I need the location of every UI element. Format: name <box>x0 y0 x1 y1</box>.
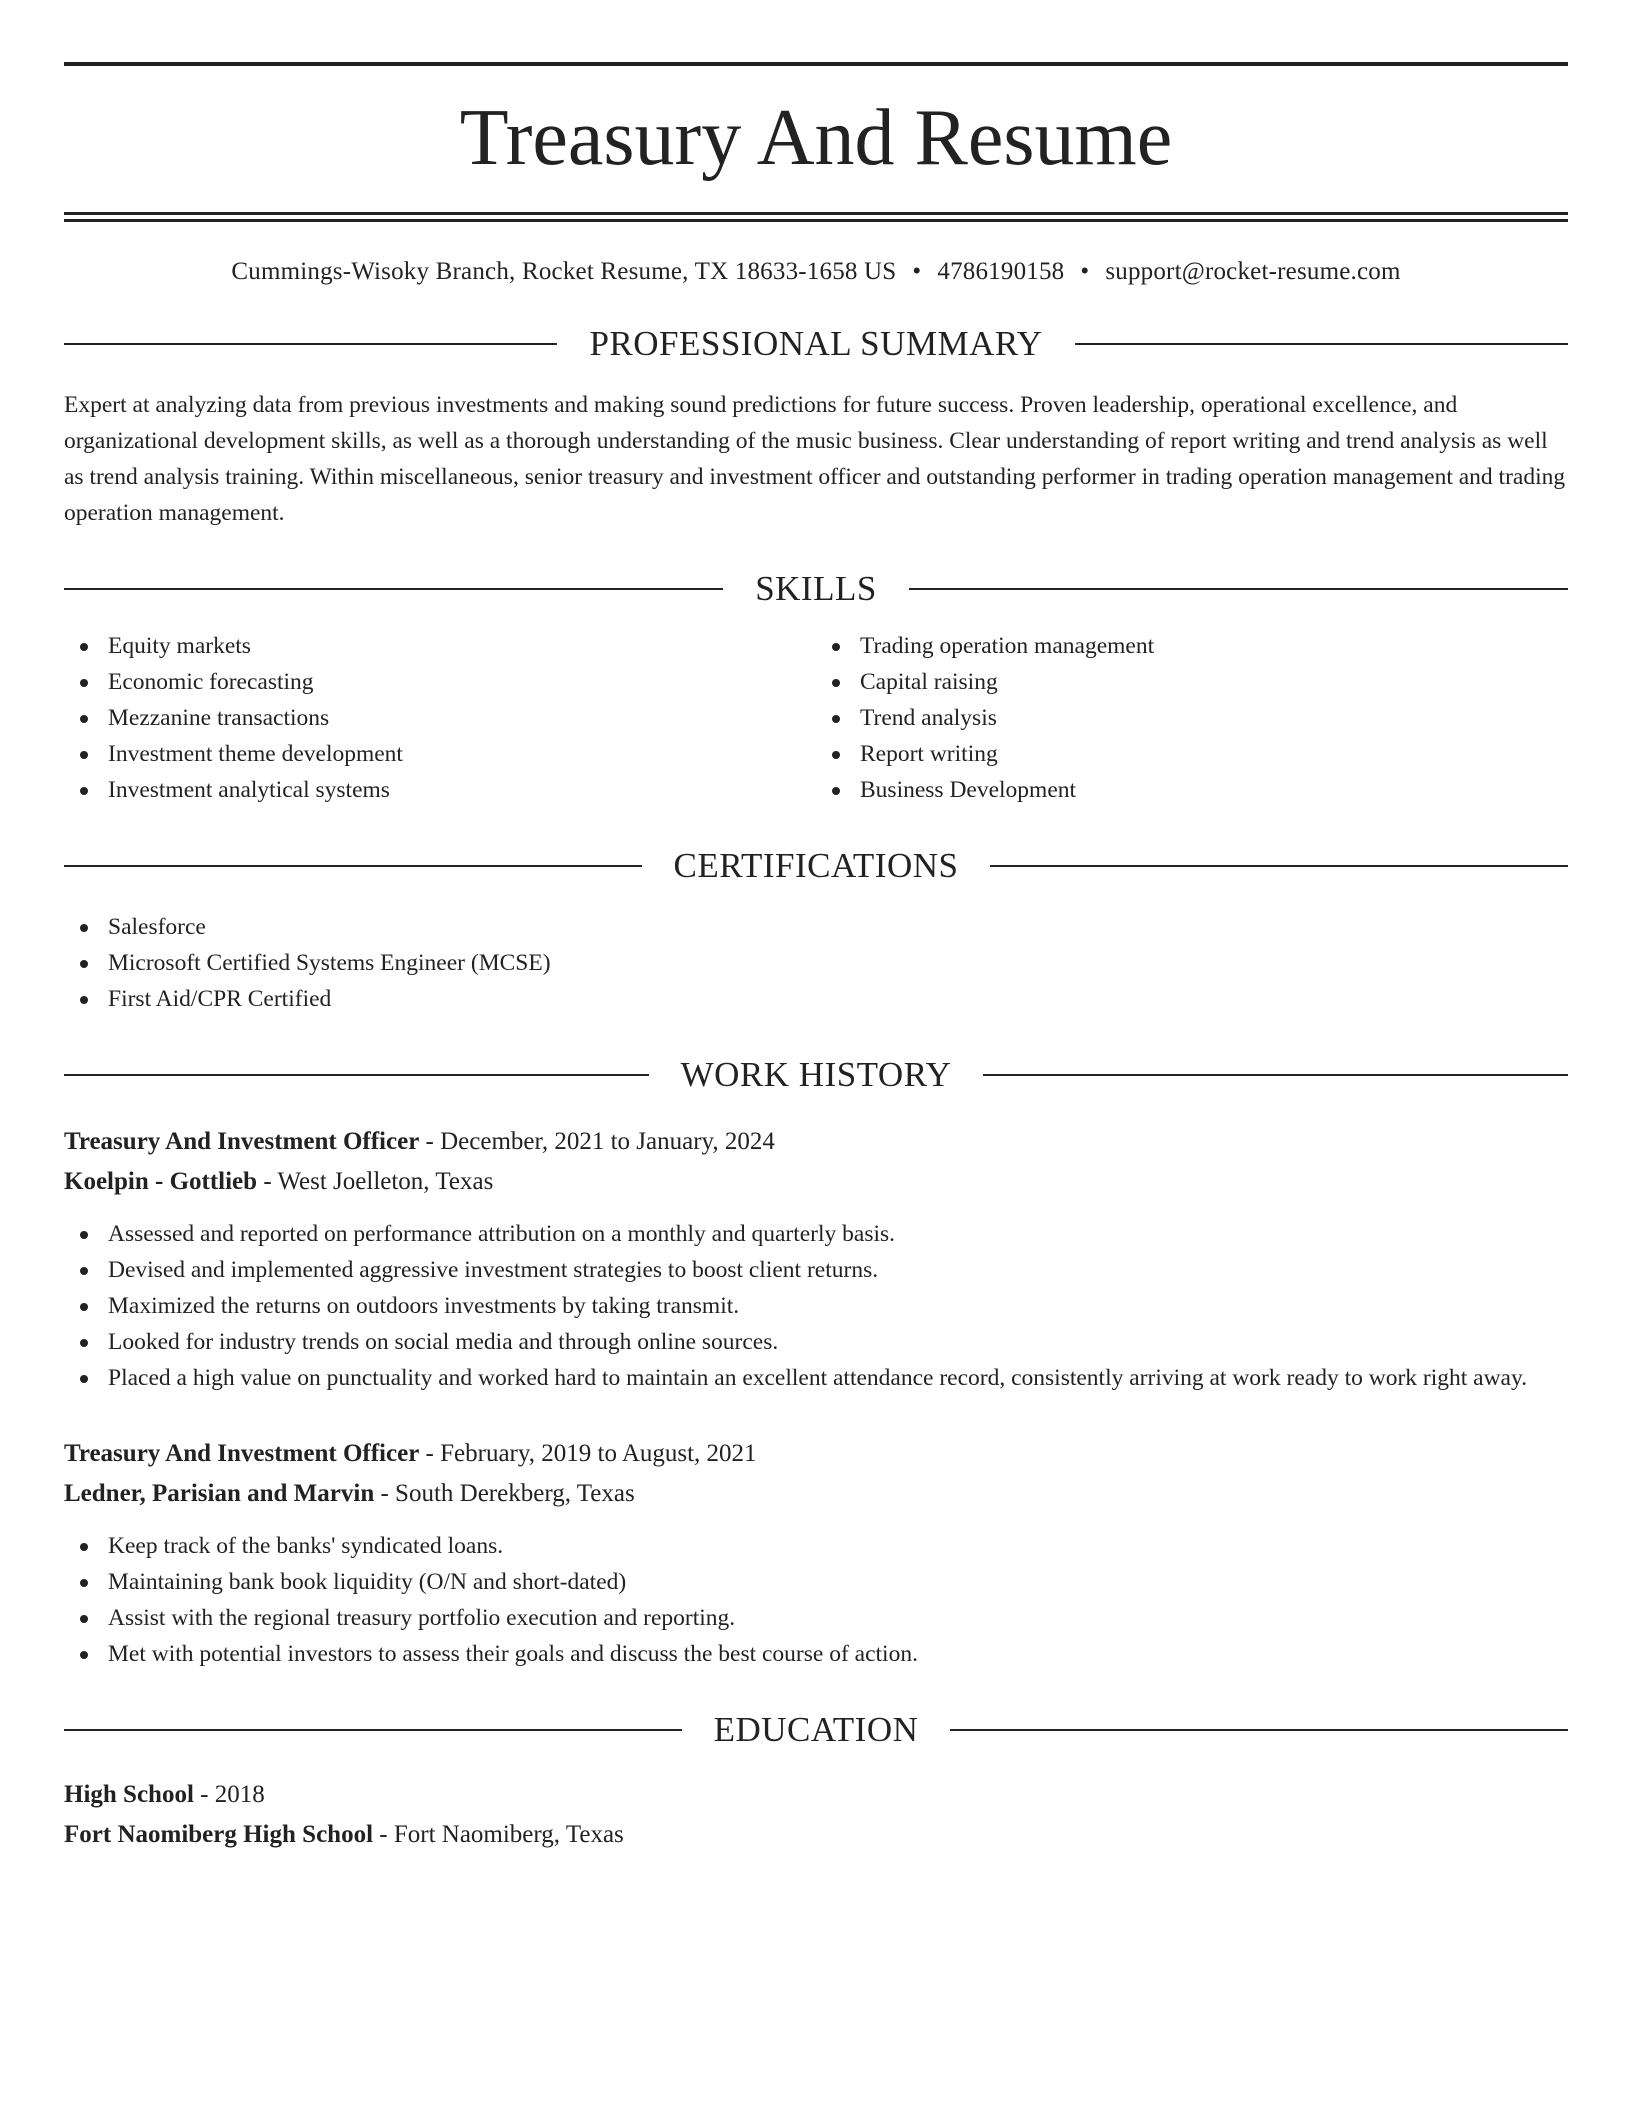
job-title: Treasury And Investment Officer <box>64 1128 420 1155</box>
job-location: South Derekberg, Texas <box>395 1480 635 1507</box>
contact-address: Cummings-Wisoky Branch, Rocket Resume, TX 18633-1658 US <box>231 258 897 285</box>
skill-item: Report writing <box>816 736 1568 772</box>
resume-name: Treasury And Resume <box>459 94 1173 182</box>
heading-rule-right <box>990 865 1568 867</box>
contact-line <box>64 258 1568 286</box>
skills-grid <box>64 628 1568 808</box>
heading-rule-right <box>950 1729 1568 1731</box>
job-company: Ledner, Parisian and Marvin <box>64 1480 375 1507</box>
heading-rule-left <box>64 865 642 867</box>
job-bullet: Keep track of the banks' syndicated loans. <box>64 1528 1568 1564</box>
skill-item: Equity markets <box>64 628 816 664</box>
job-dates: December, 2021 to January, 2024 <box>440 1128 775 1155</box>
job-bullet: Maximized the returns on outdoors investments by taking transmit. <box>64 1288 1568 1324</box>
skill-item: Investment analytical systems <box>64 772 816 808</box>
skill-item: Mezzanine transactions <box>64 700 816 736</box>
work-history-heading-text: WORK HISTORY <box>680 1055 952 1094</box>
certifications-heading-text: CERTIFICATIONS <box>673 846 959 885</box>
job-company-line <box>64 1474 1568 1514</box>
heading-rule-right <box>1075 343 1568 345</box>
job-bullet: Maintaining bank book liquidity (O/N and short-dated) <box>64 1564 1568 1600</box>
skills-list-left <box>64 628 816 808</box>
summary-heading-text: PROFESSIONAL SUMMARY <box>589 324 1043 363</box>
certification-item: First Aid/CPR Certified <box>64 981 1568 1017</box>
job-bullets <box>64 1216 1568 1396</box>
contact-separator: • <box>1080 258 1090 285</box>
skill-item: Economic forecasting <box>64 664 816 700</box>
job-company: Koelpin - Gottlieb <box>64 1168 258 1195</box>
education-heading <box>64 1712 1568 1747</box>
certifications-list <box>64 909 1568 1017</box>
dash: - <box>374 1480 396 1507</box>
education-school-line <box>64 1815 1568 1855</box>
education-location: Fort Naomiberg, Texas <box>393 1821 624 1848</box>
job-entry <box>64 1122 1568 1396</box>
job-bullets <box>64 1528 1568 1672</box>
contact-separator: • <box>912 258 922 285</box>
heading-rule-left <box>64 1074 649 1076</box>
job-title-line <box>64 1434 1568 1474</box>
skill-item: Business Development <box>816 772 1568 808</box>
heading-rule-right <box>983 1074 1568 1076</box>
education-school: Fort Naomiberg High School <box>64 1821 374 1848</box>
education-degree-line <box>64 1775 1568 1815</box>
job-title-line <box>64 1122 1568 1162</box>
dash: - <box>193 1781 215 1808</box>
summary-text: Expert at analyzing data from previous investments and making sound predictions for future success. Proven leadership, operational excellence, and organizational development skills, as well as a thorough understanding of the music business. Clear understanding of report writing and trend analysis as well as trend analysis training. Within miscellaneous, senior treasury and investment officer and outstanding performer in trading operation management and trading operation management. <box>64 392 1566 526</box>
job-bullet: Assist with the regional treasury portfolio execution and reporting. <box>64 1600 1568 1636</box>
skills-heading-text: SKILLS <box>755 569 877 608</box>
heading-rule-left <box>64 1729 682 1731</box>
dash: - <box>373 1821 394 1848</box>
job-bullet: Devised and implemented aggressive investment strategies to boost client returns. <box>64 1252 1568 1288</box>
job-bullet: Placed a high value on punctuality and worked hard to maintain an excellent attendance record, consistently arriving at work ready to work right away. <box>64 1360 1568 1396</box>
job-bullet: Assessed and reported on performance attribution on a monthly and quarterly basis. <box>64 1216 1568 1252</box>
top-rule <box>64 62 1568 66</box>
dash: - <box>419 1440 441 1467</box>
skills-list-right <box>816 628 1568 808</box>
education-degree: High School <box>64 1781 194 1808</box>
dash: - <box>419 1128 441 1155</box>
summary-heading <box>64 326 1568 361</box>
job-company-line <box>64 1162 1568 1202</box>
heading-rule-left <box>64 588 723 590</box>
job-entry <box>64 1434 1568 1672</box>
certifications-heading <box>64 848 1568 883</box>
job-bullet: Looked for industry trends on social media and through online sources. <box>64 1324 1568 1360</box>
job-location: West Joelleton, Texas <box>277 1168 494 1195</box>
job-bullet: Met with potential investors to assess their goals and discuss the best course of action. <box>64 1636 1568 1672</box>
heading-rule-right <box>909 588 1568 590</box>
certification-item: Salesforce <box>64 909 1568 945</box>
work-history-heading <box>64 1057 1568 1092</box>
skill-item: Investment theme development <box>64 736 816 772</box>
education-year: 2018 <box>214 1781 265 1808</box>
education-heading-text: EDUCATION <box>713 1710 919 1749</box>
skill-item: Trading operation management <box>816 628 1568 664</box>
contact-phone: 4786190158 <box>937 258 1065 285</box>
header-double-rule <box>64 212 1568 222</box>
skill-item: Capital raising <box>816 664 1568 700</box>
dash: - <box>257 1168 278 1195</box>
skill-item: Trend analysis <box>816 700 1568 736</box>
job-title: Treasury And Investment Officer <box>64 1440 420 1467</box>
job-dates: February, 2019 to August, 2021 <box>440 1440 757 1467</box>
heading-rule-left <box>64 343 557 345</box>
certification-item: Microsoft Certified Systems Engineer (MCSE) <box>64 945 1568 981</box>
education-entry <box>64 1775 1568 1855</box>
skills-heading <box>64 571 1568 606</box>
contact-email: support@rocket-resume.com <box>1105 258 1401 285</box>
